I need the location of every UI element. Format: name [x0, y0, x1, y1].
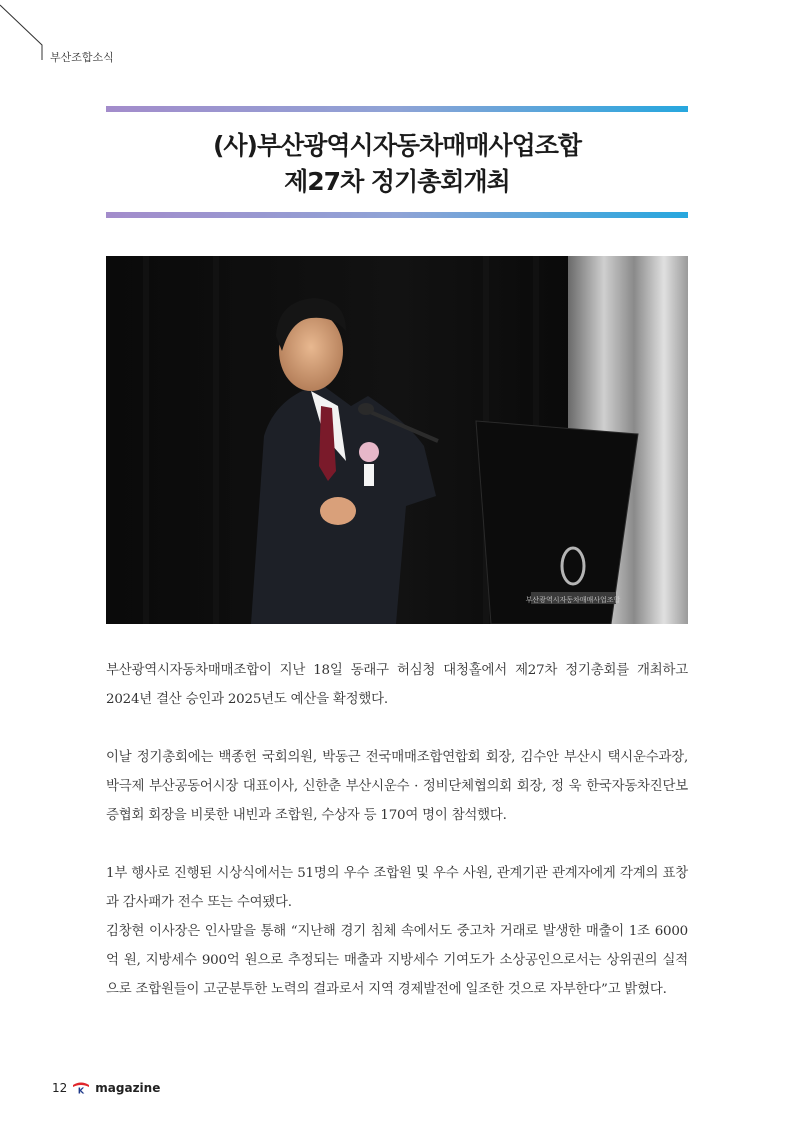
paragraph-1: 부산광역시자동차매매조합이 지난 18일 동래구 허심청 대청홀에서 제27차 정기총회를 개최하고 2024년 결산 승인과 2025년도 예산을 확정했다. — [106, 663, 688, 707]
article-photo — [106, 256, 688, 624]
title-bar-bottom — [106, 212, 688, 218]
title-line-1: (사)부산광역시자동차매매사업조합 — [212, 131, 582, 160]
title-bar-top — [106, 106, 688, 112]
magazine-brand: magazine — [95, 1081, 161, 1095]
svg-text:K: K — [78, 1086, 85, 1094]
paragraph-4: 김창현 이사장은 인사말을 통해 “지난해 경기 침체 속에서도 중고차 거래로 발생한 매출이 1조 6000억 원, 지방세수 900억 원으로 추정되는 매출과 지방세수 기여도가 소상공인으로서는 상위권의 실적으로 조합원들이 고군분투한 노력의 결과로서 지역 경제발전에 일조한 것으로 자부한다”고 밝혔다. — [106, 924, 688, 997]
paragraph-3: 1부 행사로 진행된 시상식에서는 51명의 우수 조합원 및 우수 사원, 관계기관 관계자에게 각계의 표창과 감사패가 전수 또는 수여됐다. — [106, 866, 688, 910]
paragraph-2: 이날 정기총회에는 백종헌 국회의원, 박동근 전국매매조합연합회 회장, 김수안 부산시 택시운수과장, 박극제 부산공동어시장 대표이사, 신한춘 부산시운수 · 정비단체협의회 회장, 정 욱 한국자동차진단보증협회 회장을 비롯한 내빈과 조합원, 수상자 등 170여 명이 참석했다. — [106, 750, 688, 823]
section-label: 부산조합소식 — [50, 51, 114, 64]
magazine-logo-icon — [73, 1082, 89, 1094]
article-body — [106, 656, 688, 1004]
page-footer — [52, 1081, 160, 1095]
title-line-2: 제27차 정기총회개최 — [284, 167, 510, 196]
podium-sign: 부산광역시자동차매매사업조합 — [525, 596, 621, 604]
page-number: 12 — [52, 1081, 68, 1095]
article-title — [106, 128, 688, 200]
